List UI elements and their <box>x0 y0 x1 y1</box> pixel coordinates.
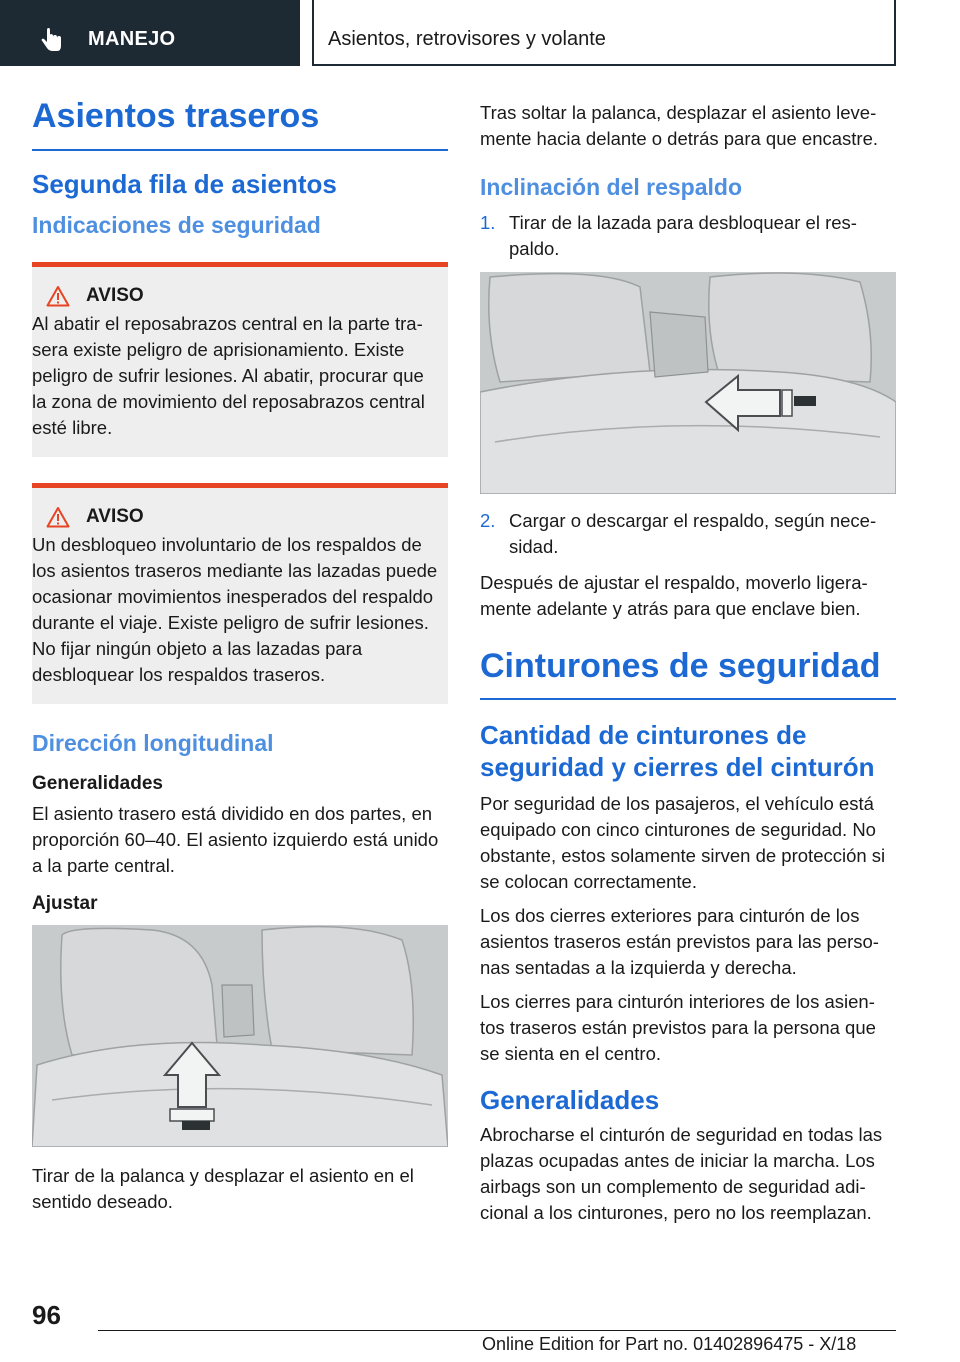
warning-box <box>32 262 448 457</box>
list-item <box>480 210 896 262</box>
general-heading: Generalidades <box>32 773 163 795</box>
belts-title: Cinturones de seguridad <box>480 646 896 701</box>
step-text: Tirar de la lazada para desbloquear el res‐paldo. <box>509 211 857 259</box>
warning-text: Un desbloqueo involuntario de los respaldos de los asientos traseros mediante las lazadas puede ocasionar movimientos inesperados del respaldo durante el viaje. Existe peligro de sufrir lesiones. No fijar ningún objeto a las lazadas para desbloquear los respaldos traseros. <box>32 533 438 685</box>
warning-box <box>32 483 448 704</box>
section-tab <box>0 0 300 66</box>
left-column <box>32 96 448 1227</box>
warning-text: Al abatir el reposabrazos central en la parte tra‐sera existe peligro de aprisionamiento. Existe peligro de sufrir lesiones. Al abatir, procurar que la zona de movimiento del reposabrazos central esté libre. <box>32 312 425 438</box>
page-header <box>0 0 960 66</box>
belts-paragraph: Los dos cierres exteriores para cinturón de los asientos traseros están previstos para las perso‐nas sentadas a la izquierda y derecha. <box>480 904 879 978</box>
rear-seat-lever-illustration <box>32 925 448 1147</box>
right-column <box>480 100 896 1238</box>
incline-steps-continued <box>480 508 896 560</box>
list-item <box>480 508 896 560</box>
adjust-text: Tirar de la palanca y desplazar el asiento en el sentido deseado. <box>32 1165 414 1213</box>
general-text: El asiento trasero está dividido en dos partes, en proporción 60–40. El asiento izquierdo está unido a la parte central. <box>32 803 439 877</box>
incline-heading: Inclinación del respaldo <box>480 174 743 200</box>
longitudinal-heading: Dirección longitudinal <box>32 729 274 756</box>
backrest-loop-illustration <box>480 272 896 494</box>
page-footer <box>0 1300 960 1362</box>
step-text: Cargar o descargar el respaldo, según nece‐sidad. <box>509 509 877 557</box>
chapter-title: Asientos, retrovisores y volante <box>328 28 606 50</box>
warning-label: AVISO <box>86 284 144 306</box>
footer-divider <box>98 1330 896 1331</box>
belts-paragraph: Los cierres para cinturón interiores de los asien‐tos traseros están previstos para la persona que se sienta en el centro. <box>480 990 876 1064</box>
belts-paragraph: Por seguridad de los pasajeros, el vehículo está equipado con cinco cinturones de seguridad. No obstante, estos solamente sirven de protección si se colocan correctamente. <box>480 792 886 892</box>
warning-label: AVISO <box>86 505 144 527</box>
chapter-title-box <box>312 0 896 66</box>
safety-heading: Indicaciones de seguridad <box>32 211 321 238</box>
belts-subtitle: Cantidad de cinturones de seguridad y cierres del cinturón <box>480 720 875 782</box>
step-number: 1. <box>480 211 496 233</box>
after-text: Después de ajustar el respaldo, moverlo ligera‐mente adelante y atrás para que enclave bien. <box>480 571 868 619</box>
incline-steps <box>480 210 896 262</box>
release-text: Tras soltar la palanca, desplazar el asiento leve‐mente hacia delante o detrás para que encastre. <box>480 102 879 149</box>
subsection-title: Segunda fila de asientos <box>32 168 337 199</box>
adjust-heading: Ajustar <box>32 893 98 915</box>
step-number: 2. <box>480 509 496 531</box>
warning-triangle-icon <box>46 285 70 307</box>
warning-triangle-icon <box>46 506 70 528</box>
section-label: MANEJO <box>88 28 176 50</box>
section-title: Asientos traseros <box>32 96 448 151</box>
general-heading: Generalidades <box>480 1084 660 1115</box>
general-text: Abrocharse el cinturón de seguridad en todas las plazas ocupadas antes de iniciar la marcha. Los airbags son un complemento de seguridad adi‐cional a los cinturones, pero no los reemplazan. <box>480 1123 883 1223</box>
page-number: 96 <box>32 1300 61 1330</box>
steering-hand-icon <box>38 26 66 54</box>
edition-text: Online Edition for Part no. 01402896475 - X/18 <box>482 1334 857 1354</box>
